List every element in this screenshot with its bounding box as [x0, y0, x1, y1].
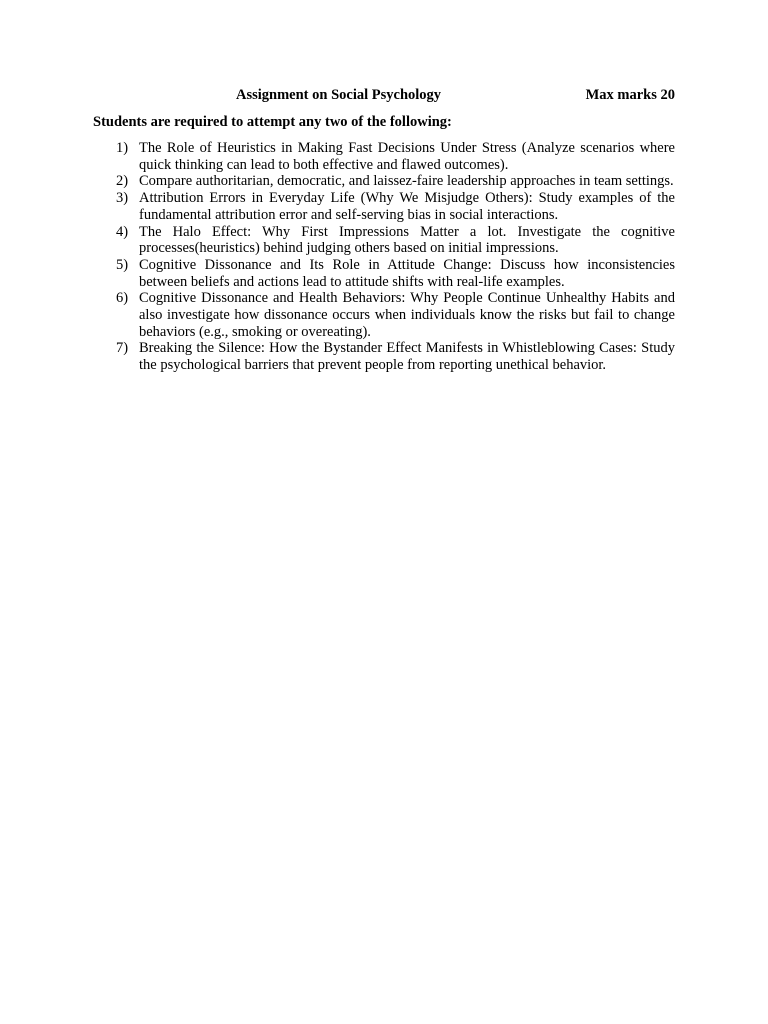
list-item-text: The Halo Effect: Why First Impressions Matter a lot. Investigate the cognitive processes(heuristics) behind judging others based on initial impressions.: [139, 223, 675, 257]
list-item-number: 3): [116, 190, 129, 207]
list-item: [110, 190, 675, 223]
list-item: [110, 290, 675, 340]
list-item-number: 6): [116, 290, 129, 307]
list-item-text: Compare authoritarian, democratic, and laissez-faire leadership approaches in team settings.: [139, 173, 674, 190]
list-item-text: Attribution Errors in Everyday Life (Why We Misjudge Others): Study examples of the fundamental attribution error and self-serving bias in social interactions.: [139, 190, 675, 223]
list-item-text: Breaking the Silence: How the Bystander Effect Manifests in Whistleblowing Cases: Study the psychological barriers that prevent people from reporting unethical behavior.: [139, 340, 675, 374]
list-item-number: 7): [116, 340, 129, 357]
list-item-number: 1): [116, 140, 129, 156]
topic-list: [110, 140, 675, 374]
list-item: [110, 224, 675, 257]
list-item: [110, 257, 675, 290]
list-item: [110, 340, 675, 373]
list-item-number: 5): [116, 256, 129, 273]
list-item-number: 2): [116, 173, 129, 190]
instructions: Students are required to attempt any two of the following:: [93, 114, 452, 130]
list-item-number: 4): [116, 223, 129, 240]
list-item: [110, 140, 675, 173]
document-title: Assignment on Social Psychology: [236, 87, 442, 103]
max-marks: Max marks 20: [585, 87, 675, 103]
header-row: [93, 87, 675, 107]
list-item-text: Cognitive Dissonance and Health Behaviors: Why People Continue Unhealthy Habits and also investigate how dissonance occurs when individuals know the risks but fail to change behaviors (e.g., smoking or overeating).: [139, 290, 675, 340]
list-item: [110, 173, 675, 190]
list-item-text: Cognitive Dissonance and Its Role in Attitude Change: Discuss how inconsistencies between beliefs and actions lead to attitude shifts with real-life examples.: [139, 256, 675, 290]
list-item-text: The Role of Heuristics in Making Fast Decisions Under Stress (Analyze scenarios where quick thinking can lead to both effective and flawed outcomes).: [139, 140, 675, 173]
